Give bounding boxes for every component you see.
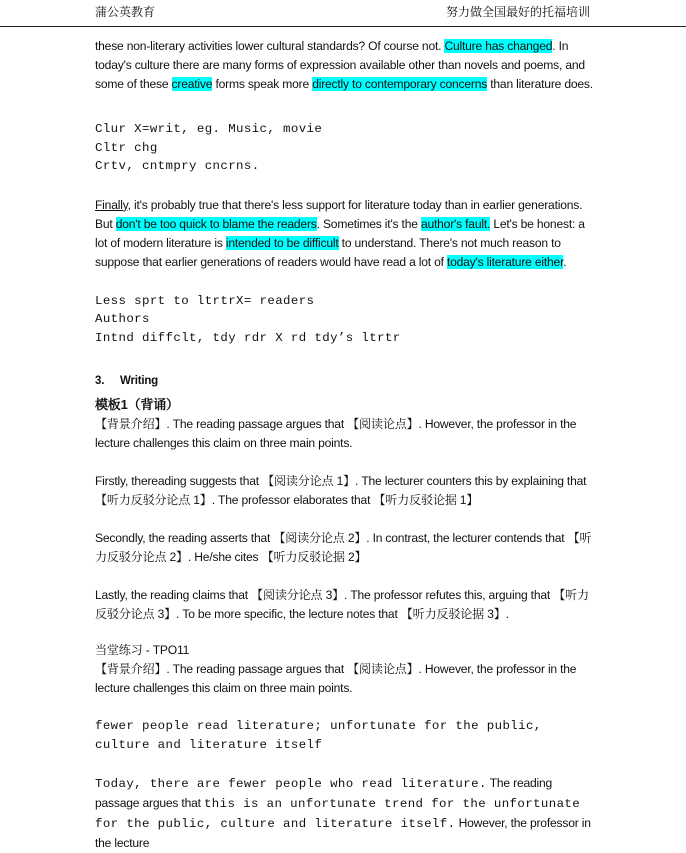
highlight: don't be too quick to blame the readers <box>115 216 317 231</box>
highlight: intended to be difficult <box>225 235 339 250</box>
paragraph-finally: Finally, it's probably true that there's less support for literature today than in earlier generations. But don't be too quick to blame the readers. Sometimes it's the author's fault. Let's be honest: a lot of modern literature is intended to be difficult to understand. There's not much reason to suppose that earlier generations of readers would have read a lot of today's literature either. <box>95 197 585 269</box>
note-line: Clur X=writ, eg. Music, movie <box>95 122 323 136</box>
highlight: today's literature either <box>446 254 564 269</box>
template-title: 模板1（背诵） <box>95 396 179 412</box>
header-brand: 蒲公英教育 <box>95 5 156 19</box>
note-line: Less sprt to ltrtrX= readers <box>95 293 315 308</box>
practice-notes: fewer people read literature; unfortunate for the public, culture and literature itself <box>95 718 542 752</box>
template-second: Secondly, the reading asserts that 【阅读分论点 2】. In contrast, the lecturer contends that 【听力反驳分论点 2】. He/she cites 【听力反驳论据 2】 <box>95 530 592 564</box>
paragraph-culture: these non-literary activities lower cultural standards? Of course not. Culture has changed. In today's culture there are many forms of expression available other than novels and poems, and some of these creative forms speak more directly to contemporary concerns than literature does. <box>95 39 593 91</box>
highlight: creative <box>171 77 213 91</box>
note-line: Cltr chg <box>95 140 158 155</box>
practice-answer: Today, there are fewer people who read literature. The reading passage argues that this is an unfortunate trend for the unfortunate for the public, culture and literature itself. However, the professor in the lecture <box>95 775 591 850</box>
section-heading: 3. Writing <box>95 374 158 387</box>
highlight: directly to contemporary concerns <box>312 77 488 91</box>
notes-block-2 <box>95 292 595 348</box>
note-line: Intnd diffclt, tdy rdr X rd tdy’s ltrtr <box>95 330 401 345</box>
note-line: Crtv, cntmpry cncrns. <box>95 159 260 174</box>
page-header <box>0 0 686 27</box>
practice-title: 当堂练习 - TPO11 <box>95 642 190 657</box>
note-line: Authors <box>95 312 150 327</box>
template-third: Lastly, the reading claims that 【阅读分论点 3】. The professor refutes this, arguing that 【听力反驳分论点 3】. To be more specific, the lecture notes that 【听力反驳论据 3】. <box>95 587 589 621</box>
template-first: Firstly, thereading suggests that 【阅读分论点 1】. The lecturer counters this by explaining that 【听力反驳分论点 1】. The professor elaborates that 【听力反驳论据 1】 <box>95 473 587 507</box>
highlight: author's fault. <box>420 216 491 231</box>
notes-block-1 <box>95 120 595 176</box>
highlight: Culture has changed <box>444 39 553 53</box>
practice-intro: 【背景介绍】. The reading passage argues that 【阅读论点】. However, the professor in the lecture challenges this claim on three main points. <box>95 661 577 695</box>
header-slogan: 努力做全国最好的托福培训 <box>445 5 590 19</box>
document-body <box>95 37 595 853</box>
template-intro: 【背景介绍】. The reading passage argues that 【阅读论点】. However, the professor in the lecture challenges this claim on three main points. <box>95 416 577 450</box>
